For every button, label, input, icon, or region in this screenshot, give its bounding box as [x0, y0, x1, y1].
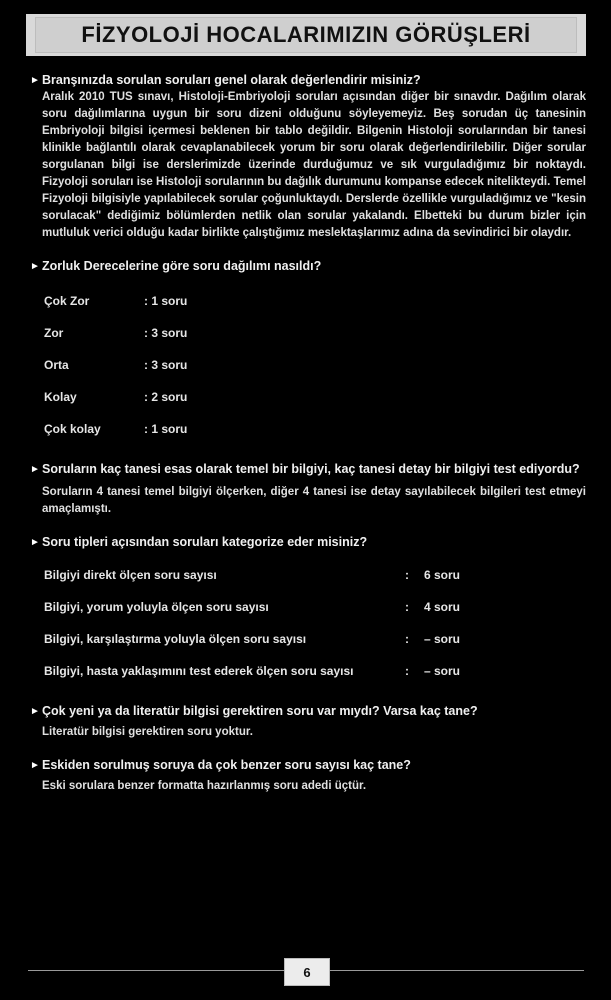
type-label: Bilgiyi, hasta yaklaşımını test ederek ölçen soru sayısı: [44, 664, 354, 678]
type-colon: :: [405, 664, 409, 678]
page-number: 6: [284, 958, 330, 986]
type-row: [44, 559, 586, 591]
question-text: Soru tipleri açısından soruları kategorize eder misiniz?: [42, 535, 368, 549]
type-row: [44, 623, 586, 655]
triangle-bullet-icon: ►: [30, 537, 40, 548]
qa-block-6: [30, 757, 586, 795]
difficulty-label: Kolay: [44, 390, 77, 404]
type-label: Bilgiyi, yorum yoluyla ölçen soru sayısı: [44, 600, 269, 614]
main-content: [30, 72, 586, 811]
difficulty-value: : 3 soru: [144, 326, 188, 340]
question: [30, 703, 586, 720]
type-label: Bilgiyi direkt ölçen soru sayısı: [44, 568, 217, 582]
question: [30, 461, 586, 478]
type-value: – soru: [424, 632, 461, 646]
qa-block-4: [30, 534, 586, 687]
triangle-bullet-icon: ►: [30, 75, 40, 86]
qa-block-1: [30, 72, 586, 242]
difficulty-row: [44, 349, 586, 381]
difficulty-row: [44, 381, 586, 413]
page-header: [26, 14, 586, 56]
type-row: [44, 591, 586, 623]
answer-text: Eski sorulara benzer formatta hazırlanmış soru adedi üçtür.: [42, 780, 367, 792]
qa-block-3: [30, 461, 586, 518]
difficulty-value: : 2 soru: [144, 390, 188, 404]
difficulty-row: [44, 317, 586, 349]
question: [30, 72, 586, 89]
question: [30, 534, 586, 551]
question-text: Zorluk Derecelerine göre soru dağılımı nasıldı?: [42, 259, 322, 273]
header-banner: [35, 17, 577, 53]
difficulty-label: Orta: [44, 358, 69, 372]
question-text: Soruların kaç tanesi esas olarak temel bir bilgiyi, kaç tanesi detay bir bilgiyi test ediyordu?: [42, 462, 580, 476]
question: [30, 757, 586, 774]
type-row: [44, 655, 586, 687]
difficulty-value: : 1 soru: [144, 294, 188, 308]
triangle-bullet-icon: ►: [30, 261, 40, 272]
answer-text: Literatür bilgisi gerektiren soru yoktur.: [42, 726, 253, 738]
difficulty-label: Çok Zor: [44, 294, 90, 308]
answer-text: Aralık 2010 TUS sınavı, Histoloji-Embriyoloji soruları açısından diğer bir sınavdır. Dağılım olarak soru dağılımlarına uygun bir soru dizeni olduğunu söyleyemeyiz. Beş sorudan üç tanesinin Embriyoloji bilgisi içermesi beklenen bir tablo değildir. Bilgenin Histoloji sorularından bir tanesi klinikle bağlantılı olarak cevaplanabilecek yorum bir soru olarak değerlendirilebilir. Diğer sorular sorgulanan bilgi ise derslerimizde üzerinde durduğumuz ve sık vurguladığımız bir noktaydı. Fizyoloji soruları ise Histoloji sorularının bu dağılık durumunu kompanse edecek nitelikteydi. Temel Fizyoloji bilgisiyle yapılabilecek sorular çoğunluktaydı. Derslerde özellikle vurguladığımız ve "kesin sorulacak" dediğimiz bölümlerden netlik olan sorular yakalandı. Elbetteki bu durum bizler için mutluluk verici olduğu kadar birlikte çalıştığımız meslektaşlarımız adına da sevindirici bir olaydır.: [42, 91, 586, 239]
type-colon: :: [405, 600, 409, 614]
page-title: FİZYOLOJİ HOCALARIMIZIN GÖRÜŞLERİ: [81, 22, 531, 47]
type-colon: :: [405, 632, 409, 646]
question-text: Eskiden sorulmuş soruya da çok benzer soru sayısı kaç tane?: [42, 758, 411, 772]
difficulty-value: : 1 soru: [144, 422, 188, 436]
type-value: 4 soru: [424, 600, 461, 614]
type-value: 6 soru: [424, 568, 461, 582]
qa-block-2: [30, 258, 586, 445]
answer-text: Soruların 4 tanesi temel bilgiyi ölçerken, diğer 4 tanesi ise detay sayılabilecek bilgileri test etmeyi amaçlamıştı.: [42, 486, 586, 515]
difficulty-label: Zor: [44, 326, 64, 340]
type-value: – soru: [424, 664, 461, 678]
difficulty-table: [44, 285, 586, 445]
triangle-bullet-icon: ►: [30, 706, 40, 717]
difficulty-row: [44, 285, 586, 317]
qa-block-5: [30, 703, 586, 741]
difficulty-value: : 3 soru: [144, 358, 188, 372]
difficulty-row: [44, 413, 586, 445]
question-text: Çok yeni ya da literatür bilgisi gerektiren soru var mıydı? Varsa kaç tane?: [42, 704, 478, 718]
type-label: Bilgiyi, karşılaştırma yoluyla ölçen soru sayısı: [44, 632, 307, 646]
triangle-bullet-icon: ►: [30, 464, 40, 475]
question-text: Branşınızda sorulan soruları genel olarak değerlendirir misiniz?: [42, 73, 421, 87]
question-type-table: [44, 559, 586, 687]
difficulty-label: Çok kolay: [44, 422, 101, 436]
type-colon: :: [405, 568, 409, 582]
question: [30, 258, 586, 275]
triangle-bullet-icon: ►: [30, 760, 40, 771]
